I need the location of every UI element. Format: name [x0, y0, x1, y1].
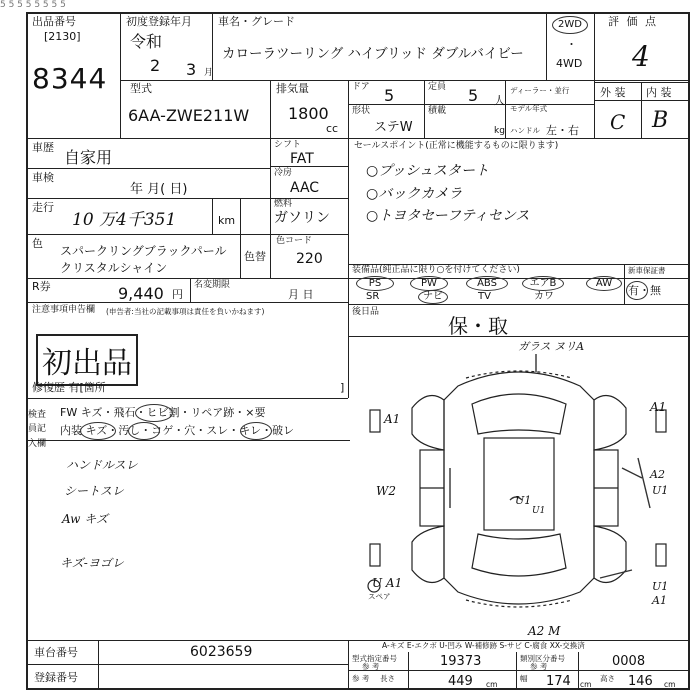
- divider: [424, 80, 425, 138]
- recycle-unit: 円: [172, 288, 183, 301]
- length-value: 449: [448, 674, 473, 689]
- ref-label-1: 参 考: [362, 662, 380, 671]
- rear-right-tire: [656, 544, 666, 566]
- ref-label-3: 参 考: [352, 674, 370, 683]
- divider: [26, 168, 270, 169]
- shift-value: FAT: [290, 151, 314, 167]
- width-label: 幅: [520, 674, 528, 683]
- chassis-label: 車台番号: [34, 646, 78, 659]
- equip-pw: PW: [410, 276, 448, 291]
- mark-right-door-2: U1: [652, 484, 669, 497]
- lot-label: 出品番号: [32, 15, 76, 28]
- divider: [190, 278, 191, 302]
- first-listing-stamp: 初出品: [36, 334, 138, 386]
- sales-point-1: ○プッシュスタート: [366, 163, 489, 179]
- ac-value: AAC: [290, 180, 320, 196]
- reg-month: 3: [186, 60, 197, 79]
- height-label: 高さ: [600, 674, 615, 683]
- divider: [624, 264, 625, 304]
- mileage-unit: km: [218, 214, 236, 227]
- name-change-label: 名変期限: [194, 280, 231, 290]
- mark-rear-right-2: A1: [652, 594, 667, 607]
- drive-4wd: 4WD: [556, 57, 583, 70]
- color-value: スパークリングブラックパールクリスタルシャイン: [60, 244, 227, 275]
- grade-label: 評 価 点: [608, 15, 658, 28]
- check-circle-2: [80, 422, 116, 440]
- color-label: 色: [32, 237, 43, 250]
- load-label: 積載: [428, 106, 447, 116]
- length-unit: cm: [486, 680, 498, 689]
- warranty-circle: [626, 281, 648, 300]
- front-right-panel: [594, 396, 626, 451]
- mark-left-door: W2: [376, 484, 396, 498]
- divider: [26, 234, 348, 235]
- shape-label: 形状: [352, 106, 371, 116]
- mileage-value: 10 万4千351: [72, 210, 177, 230]
- model-label: 型式: [130, 82, 152, 95]
- divider: [120, 80, 688, 81]
- equip-aw: AW: [586, 276, 622, 291]
- disp-label: 排気量: [276, 82, 309, 95]
- shape-value: ステW: [374, 120, 413, 135]
- interior-value: B: [652, 108, 669, 133]
- name-change-value: 月 日: [288, 288, 314, 301]
- car-name-label: 車名・グレード: [218, 15, 295, 28]
- disp-unit: cc: [326, 122, 339, 135]
- load-unit: kg: [494, 126, 505, 136]
- repair-label: 修復歴 有[箇所: [32, 381, 106, 394]
- top-marks: 5 5 5 5 5 5 5 5: [0, 0, 66, 10]
- check-line-2: 内装 キズ・汚し・コゲ・穴・スレ・キレ・破レ: [60, 424, 295, 437]
- divider: [408, 652, 409, 688]
- divider: [26, 302, 348, 303]
- divider: [26, 664, 348, 665]
- capacity-unit: 人: [494, 94, 505, 107]
- width-unit: cm: [580, 680, 592, 689]
- right-border: [688, 12, 690, 690]
- type-designation-label: 型式指定番号: [352, 654, 397, 663]
- capacity-value: 5: [468, 86, 479, 105]
- drive-2wd-circled: 2WD: [552, 16, 588, 34]
- check-circle-1: [135, 404, 173, 422]
- color-code-label: 色コード: [276, 236, 313, 246]
- equip-abs: ABS: [466, 276, 508, 291]
- mark-rear-bumper: A2 M: [528, 624, 561, 638]
- class-label: 類別区分番号: [520, 654, 565, 663]
- equip-sr: SR: [366, 291, 380, 302]
- doors-label: ドア: [352, 82, 370, 92]
- color-change-label: 色替: [244, 250, 266, 263]
- docs-label: 後日品: [352, 307, 380, 317]
- divider: [505, 80, 506, 138]
- sales-label: セールスポイント(正常に機能するものに限ります): [354, 141, 559, 151]
- divider: [240, 198, 241, 234]
- height-unit: cm: [664, 680, 676, 689]
- ref-label-2: 参 考: [530, 662, 548, 671]
- front-left-tire: [370, 410, 380, 432]
- hand-note-4: キズ-ヨゴレ: [60, 556, 124, 570]
- mark-roof: U1: [515, 494, 532, 507]
- rear-right-panel: [594, 526, 626, 583]
- handle-value: 左・右: [546, 124, 579, 137]
- check-circle-4: [240, 422, 272, 440]
- usage-value: 自家用: [64, 148, 113, 167]
- divider: [26, 640, 688, 641]
- divider: [212, 198, 213, 234]
- recycle-label: R券: [32, 280, 51, 293]
- mark-roof-2: U1: [532, 506, 546, 516]
- divider: [240, 234, 241, 278]
- equip-label: 装備品(純正品に限り○を付けてください): [352, 265, 520, 275]
- equip-ps: PS: [356, 276, 394, 291]
- mark-glass: ガラス ヌリA: [518, 340, 585, 353]
- divider: [348, 670, 688, 671]
- notes-label: 注意事項申告欄: [32, 305, 96, 315]
- divider: [546, 12, 547, 80]
- damage-legend: A-キズ E-エクボ U-凹み W-補修跡 S-サビ C-腐食 XX-交換済: [382, 641, 585, 650]
- width-value: 174: [546, 674, 571, 689]
- fuel-value: ガソリン: [274, 210, 330, 226]
- mileage-label: 走行: [32, 201, 54, 214]
- doors-value: 5: [384, 86, 395, 105]
- grade-value: 4: [632, 40, 650, 73]
- interior-label: 内 装: [646, 86, 672, 99]
- lot-sub: [2130]: [44, 30, 81, 43]
- shift-label: シフト: [274, 140, 302, 150]
- inspection-label: 車検: [32, 171, 54, 184]
- type-designation-value: 19373: [440, 654, 482, 669]
- first-reg-label: 初度登録年月: [126, 15, 192, 28]
- reg-year: 2: [150, 56, 161, 75]
- lot-number: 8344: [32, 62, 108, 95]
- divider: [26, 198, 348, 199]
- check-line-1: FW キズ・飛石・ヒビ割・リペア跡・×要: [60, 406, 266, 419]
- divider: [578, 652, 579, 688]
- model-code: 6AA-ZWE211W: [128, 106, 250, 125]
- check-circle-3: [128, 422, 160, 440]
- length-label: 長さ: [380, 674, 395, 683]
- ac-label: 冷房: [274, 168, 293, 178]
- era: 令和: [130, 32, 163, 51]
- car-outline: [444, 372, 594, 604]
- mark-rear-right-1: U1: [652, 580, 669, 593]
- height-value: 146: [628, 674, 653, 689]
- inspector-label: 検査員記入欄: [28, 410, 47, 449]
- fuel-label: 燃料: [274, 199, 293, 209]
- divider: [348, 640, 349, 688]
- divider: [348, 80, 349, 138]
- divider: [26, 440, 350, 441]
- front-left-panel: [412, 396, 444, 451]
- divider: [516, 652, 517, 688]
- model-year-label: モデル年式: [510, 104, 548, 113]
- divider: [348, 138, 349, 398]
- mark-rear-left: U A1: [372, 576, 403, 590]
- usage-label: 車歴: [32, 141, 54, 154]
- divider: [270, 138, 271, 278]
- repair-end: ]: [340, 381, 345, 394]
- recycle-value: 9,440: [118, 284, 164, 303]
- top-border: [26, 12, 690, 14]
- divider: [26, 138, 688, 139]
- divider: [641, 82, 642, 138]
- equip-airbag: エアB: [522, 276, 564, 291]
- mark-front-left: A1: [384, 412, 401, 426]
- divider: [348, 304, 688, 305]
- capacity-label: 定員: [428, 82, 447, 92]
- warranty-value: 有・無: [628, 284, 661, 297]
- left-border: [26, 12, 28, 690]
- divider: [348, 336, 688, 337]
- hand-note-2: シートスレ: [64, 484, 124, 498]
- mark-front-right: A1: [650, 400, 667, 414]
- hand-note-3: Aw キズ: [62, 512, 108, 526]
- divider: [98, 640, 99, 688]
- divider: [594, 12, 595, 138]
- handle-label: ハンドル: [510, 126, 540, 135]
- equip-leather: カワ: [534, 291, 554, 302]
- notes-hint: (申告者:当社の記載事項は責任を負いかねます): [106, 307, 265, 316]
- divider: [26, 398, 348, 399]
- windshield: [472, 394, 566, 434]
- sales-point-3: ○トヨタセーフティセンス: [366, 208, 530, 224]
- disp-value: 1800: [288, 104, 329, 123]
- color-code-value: 220: [296, 251, 323, 267]
- rear-left-tire: [370, 544, 380, 566]
- divider: [270, 80, 271, 138]
- exterior-label: 外 装: [600, 86, 626, 99]
- hand-note-1: ハンドルスレ: [66, 458, 138, 472]
- inspection-value: 年 月( 日): [130, 182, 188, 197]
- divider: [120, 12, 121, 138]
- rear-left-panel: [412, 526, 444, 583]
- sales-point-2: ○バックカメラ: [366, 186, 463, 202]
- warranty-label: 新車保証書: [628, 266, 666, 275]
- spare-label: スペア: [368, 592, 391, 601]
- car-name: カローラツーリング ハイブリッド ダブルバイビー: [222, 46, 524, 62]
- chassis-value: 6023659: [190, 644, 253, 660]
- equip-tv: TV: [478, 291, 491, 302]
- dealer-label: ディーラー・並行: [510, 86, 570, 95]
- equip-navi: ナビ: [418, 290, 448, 304]
- mark-right-door-1: A2: [650, 468, 665, 481]
- rear-window: [472, 534, 566, 576]
- class-value: 0008: [612, 654, 646, 669]
- exterior-value: C: [610, 110, 626, 134]
- month-unit: 月: [204, 68, 214, 78]
- car-damage-diagram: [350, 338, 686, 638]
- drive-dot: ・: [566, 38, 577, 51]
- reg-no-label: 登録番号: [34, 671, 78, 684]
- docs-value: 保・取: [448, 314, 508, 338]
